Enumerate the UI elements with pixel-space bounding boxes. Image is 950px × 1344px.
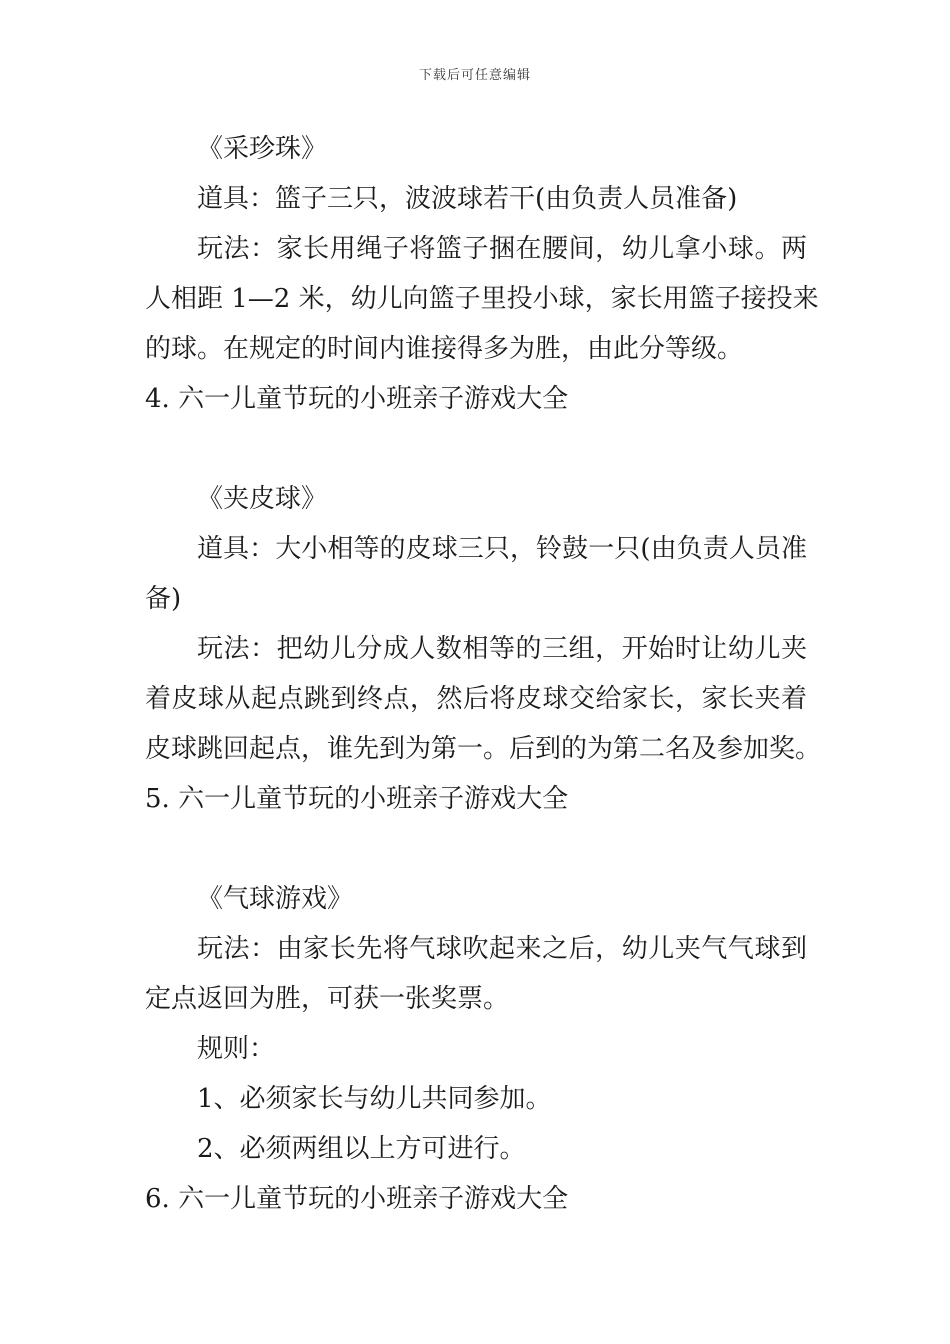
- game-play-line: 玩法：把幼儿分成人数相等的三组，开始时让幼儿夹: [197, 634, 807, 664]
- game-play-line: 玩法：由家长先将气球吹起来之后，幼儿夹气气球到: [197, 934, 807, 964]
- rule-item: 2、必须两组以上方可进行。: [197, 1134, 526, 1164]
- document-body: [145, 124, 822, 1224]
- game-props: 道具：篮子三只，波波球若干(由负责人员准备): [197, 184, 738, 214]
- game-props-line: 备): [145, 584, 182, 614]
- section-heading-5: 5. 六一儿童节玩的小班亲子游戏大全: [145, 784, 569, 814]
- game-title-jiapiqiu: 《夹皮球》: [197, 484, 328, 514]
- game-play-line: 着皮球从起点跳到终点，然后将皮球交给家长，家长夹着: [145, 684, 807, 714]
- rules-title: 规则：: [197, 1034, 276, 1064]
- game-title-caizhenzhu: 《采珍珠》: [197, 134, 328, 164]
- blank-line: [145, 424, 807, 474]
- rule-item: 1、必须家长与幼儿共同参加。: [197, 1084, 552, 1114]
- game-play-line: 人相距 1—2 米，幼儿向篮子里投小球，家长用篮子接投来: [145, 284, 819, 314]
- section-heading-4: 4. 六一儿童节玩的小班亲子游戏大全: [145, 384, 569, 414]
- page-header-note: 下载后可任意编辑: [418, 68, 531, 83]
- game-play-line: 的球。在规定的时间内谁接得多为胜，由此分等级。: [145, 334, 744, 364]
- game-props-line: 道具：大小相等的皮球三只，铃鼓一只(由负责人员准: [197, 534, 807, 564]
- section-heading-6: 6. 六一儿童节玩的小班亲子游戏大全: [145, 1184, 569, 1214]
- game-play-line: 皮球跳回起点，谁先到为第一。后到的为第二名及参加奖。: [145, 734, 822, 764]
- game-play-line: 玩法：家长用绳子将篮子捆在腰间，幼儿拿小球。两: [197, 234, 807, 264]
- blank-line: [145, 824, 807, 874]
- game-title-qiqiu: 《气球游戏》: [197, 884, 354, 914]
- game-play-line: 定点返回为胜，可获一张奖票。: [145, 984, 510, 1014]
